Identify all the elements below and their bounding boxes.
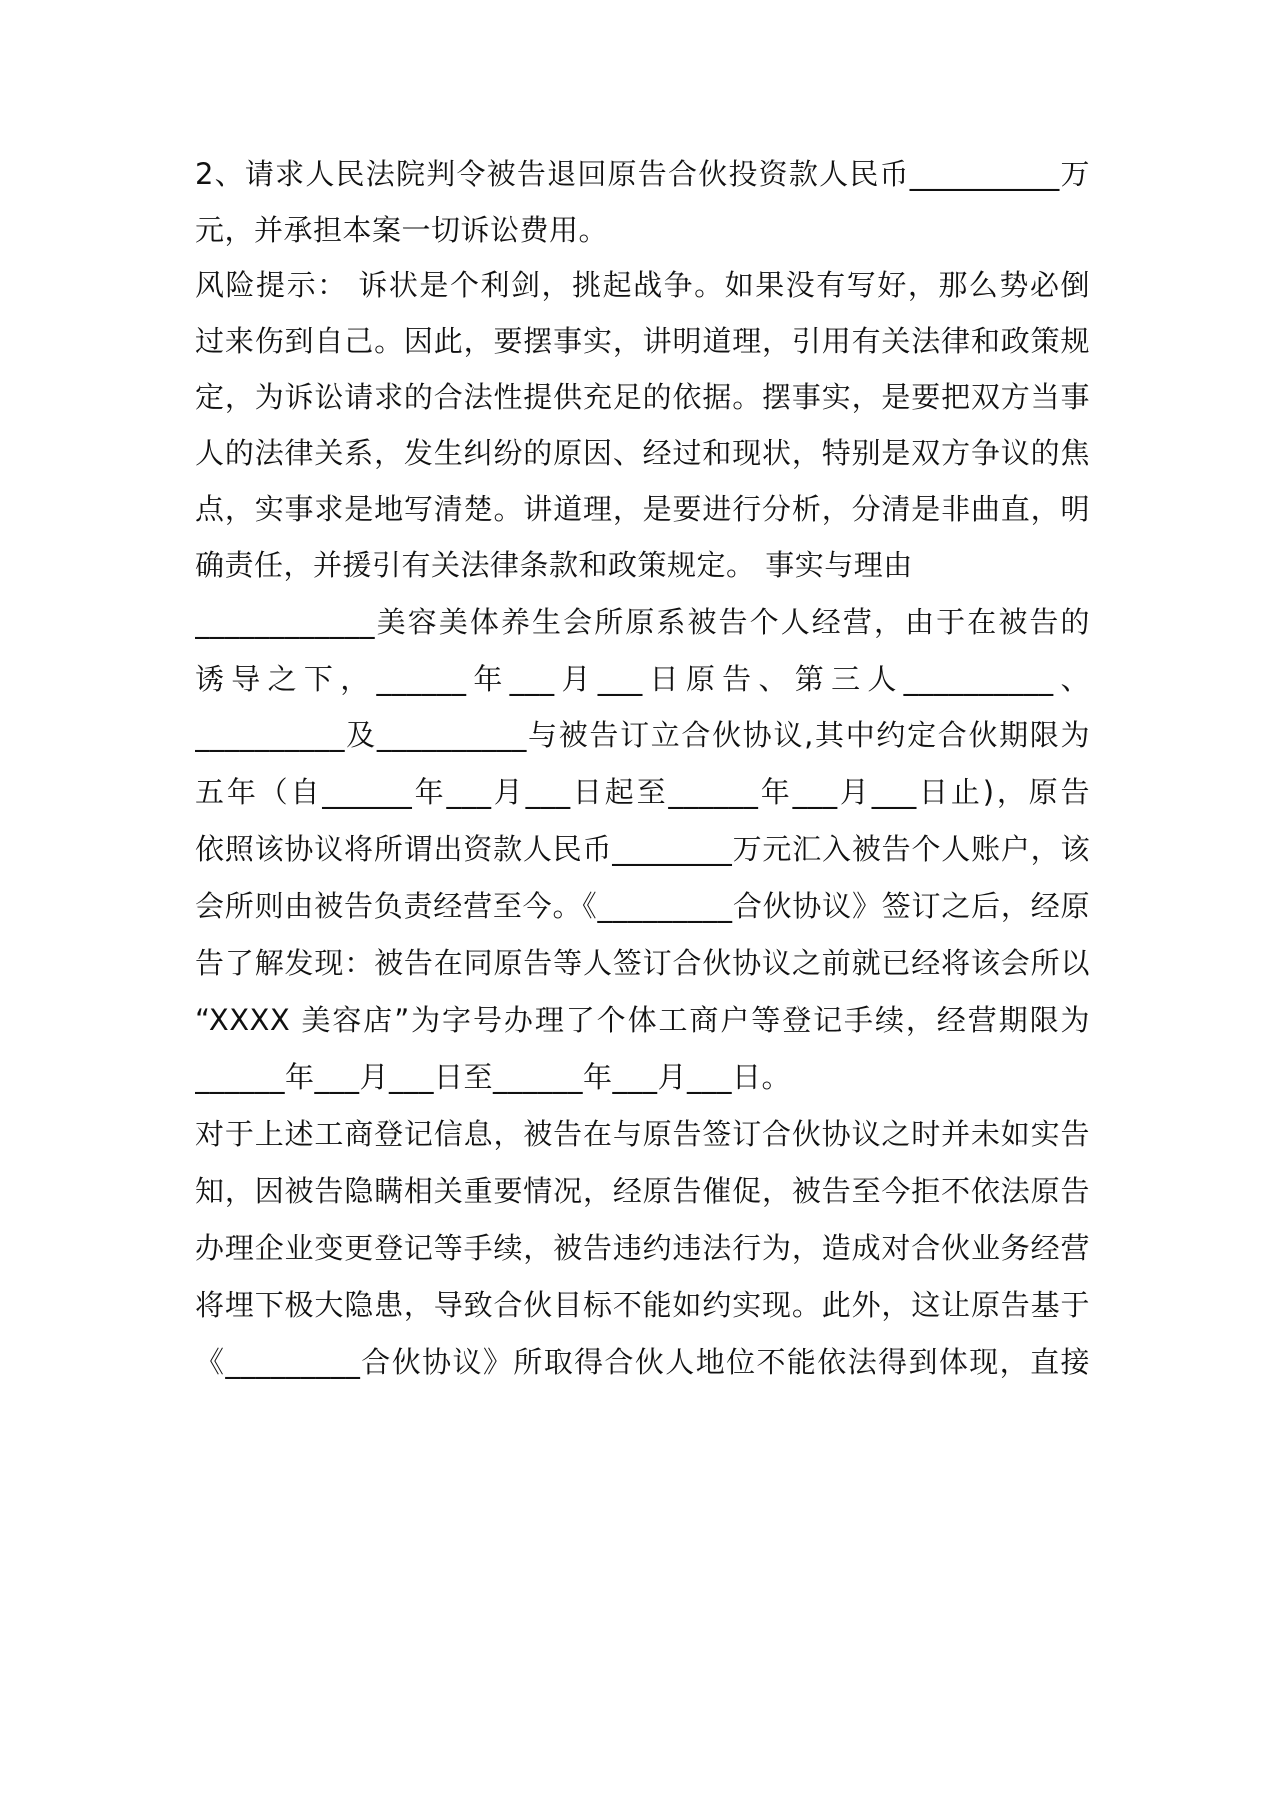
text-line: 元，并承担本案一切诉讼费用。 [195,213,609,247]
text-line: 五年（自______年___月___日起至______年___月___日止)，原告 [195,775,1090,809]
text-line: 依照该协议将所谓出资款人民币________万元汇入被告个人账户，该 [195,832,1090,866]
text-line: ______年___月___日至______年___月___日。 [195,1060,792,1094]
text-line: 对于上述工商登记信息，被告在与原告签订合伙协议之时并未如实告 [195,1117,1090,1151]
text-line: ____________美容美体养生会所原系被告个人经营，由于在被告的 [195,605,1090,639]
text-line: 过来伤到自己。因此，要摆事实，讲明道理，引用有关法律和政策规 [195,324,1090,358]
text-line: 告了解发现：被告在同原告等人签订合伙协议之前就已经将该会所以 [195,946,1090,980]
text-line: 2、请求人民法院判令被告退回原告合伙投资款人民币__________万 [195,157,1090,191]
text-line: 将埋下极大隐患，导致合伙目标不能如约实现。此外，这让原告基于 [195,1288,1090,1322]
text-line: 点，实事求是地写清楚。讲道理，是要进行分析，分清是非曲直，明 [195,492,1090,526]
text-line: 诱导之下，______年___月___日原告、第三人__________、 [195,662,1090,696]
text-line: “XXXX 美容店”为字号办理了个体工商户等登记手续，经营期限为 [195,1003,1090,1037]
text-line: 风险提示： 诉状是个利剑，挑起战争。如果没有写好，那么势必倒 [195,268,1090,302]
text-line: 会所则由被告负责经营至今。《_________合伙协议》签订之后，经原 [195,889,1090,923]
text-line: 定，为诉讼请求的合法性提供充足的依据。摆事实，是要把双方当事 [195,380,1090,414]
text-line: 人的法律关系，发生纠纷的原因、经过和现状，特别是双方争议的焦 [195,436,1090,470]
text-line: 确责任，并援引有关法律条款和政策规定。 事实与理由 [195,548,913,582]
text-line: 《_________合伙协议》所取得合伙人地位不能依法得到体现，直接 [195,1345,1090,1379]
text-line: __________及__________与被告订立合伙协议,其中约定合伙期限为 [195,718,1090,752]
text-line: 办理企业变更登记等手续，被告违约违法行为，造成对合伙业务经营 [195,1231,1090,1265]
text-line: 知，因被告隐瞒相关重要情况，经原告催促，被告至今拒不依法原告 [195,1174,1090,1208]
